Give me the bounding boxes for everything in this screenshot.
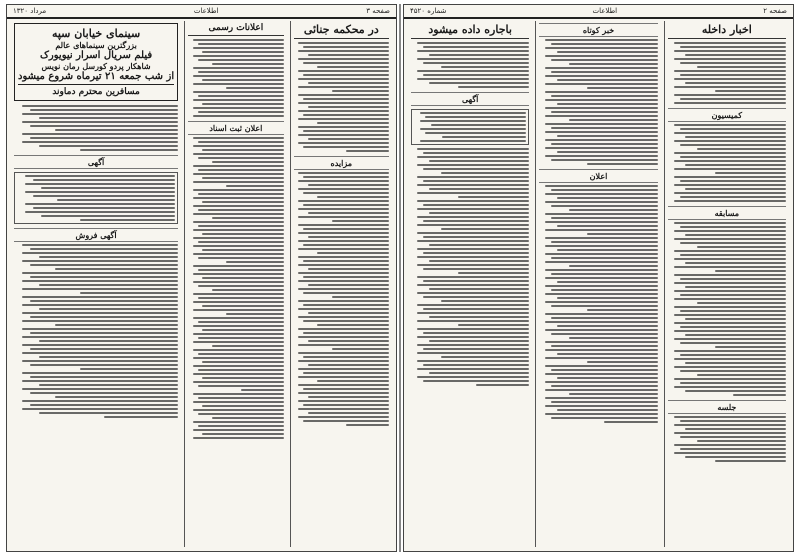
article-body (14, 244, 178, 418)
left-page-columns (11, 21, 392, 547)
article-body (668, 416, 786, 462)
subhead: آگهی (411, 92, 529, 106)
column-court-news (290, 21, 392, 547)
right-page-paper-name: اطلاعات (592, 7, 618, 15)
left-page-number: صفحه ۳ (366, 7, 390, 15)
left-page (6, 4, 397, 552)
ad-film-title: فیلم سریال اسرار نیویورک (39, 50, 153, 61)
subhead: مزایده (294, 156, 389, 170)
article-body (539, 185, 657, 423)
subhead: مسابقه (668, 206, 786, 220)
notice-box (14, 172, 178, 224)
article-body (668, 222, 786, 396)
ad-cinema-name: سینمای خیابان سپه (51, 27, 141, 40)
article-body (668, 42, 786, 104)
right-page-issue-number: شماره ۴۵۲۰ (410, 7, 447, 15)
ad-author: شاهکار پردو کورسل رمان نویس (41, 61, 151, 71)
left-page-header (7, 5, 396, 19)
column-title-notices: اعلانات رسمی (188, 23, 283, 36)
left-page-date: مرداد ۱۳۲۰ (13, 7, 47, 15)
column-title-domestic-news: اخبار داخله (668, 23, 786, 39)
cinema-advertisement (14, 23, 178, 101)
column-middle-news (535, 21, 660, 547)
column-official-notices (184, 21, 286, 547)
ad-damavand-heading: مسافرین محترم دماوند (18, 84, 174, 97)
article-body (294, 172, 389, 426)
subhead: کمیسیون (668, 108, 786, 122)
column-title-rentals: باجاره داده میشود (411, 23, 529, 39)
subhead: اعلان (539, 169, 657, 183)
subhead: آگهی فروش (14, 228, 178, 242)
article-body (539, 39, 657, 165)
right-page-number: صفحه ۲ (763, 7, 787, 15)
right-page-header (404, 5, 793, 19)
right-page-columns (408, 21, 789, 547)
article-body (668, 124, 786, 202)
article-body (188, 137, 283, 439)
article-body (411, 148, 529, 386)
column-title-court: در محکمه جنائی (294, 23, 389, 39)
column-domestic-news (664, 21, 789, 547)
column-rentals (408, 21, 532, 547)
page-fold (399, 4, 401, 552)
right-page (403, 4, 794, 552)
column-advertisements (11, 21, 181, 547)
article-body (188, 39, 283, 117)
subhead: اعلان ثبت اسناد (188, 121, 283, 135)
ad-start-date: از شب جمعه ۲۱ تیرماه شروع میشود (17, 71, 175, 82)
article-body (14, 105, 178, 151)
article-body (294, 42, 389, 152)
ad-subtitle: بزرگترین سینماهای عالم (55, 40, 137, 50)
subhead: آگهی (14, 155, 178, 169)
article-body (411, 42, 529, 88)
left-page-paper-name: اطلاعات (193, 7, 219, 15)
subhead: جلسه (668, 400, 786, 414)
subhead: خبر کوتاه (539, 23, 657, 37)
notice-box (411, 109, 529, 145)
